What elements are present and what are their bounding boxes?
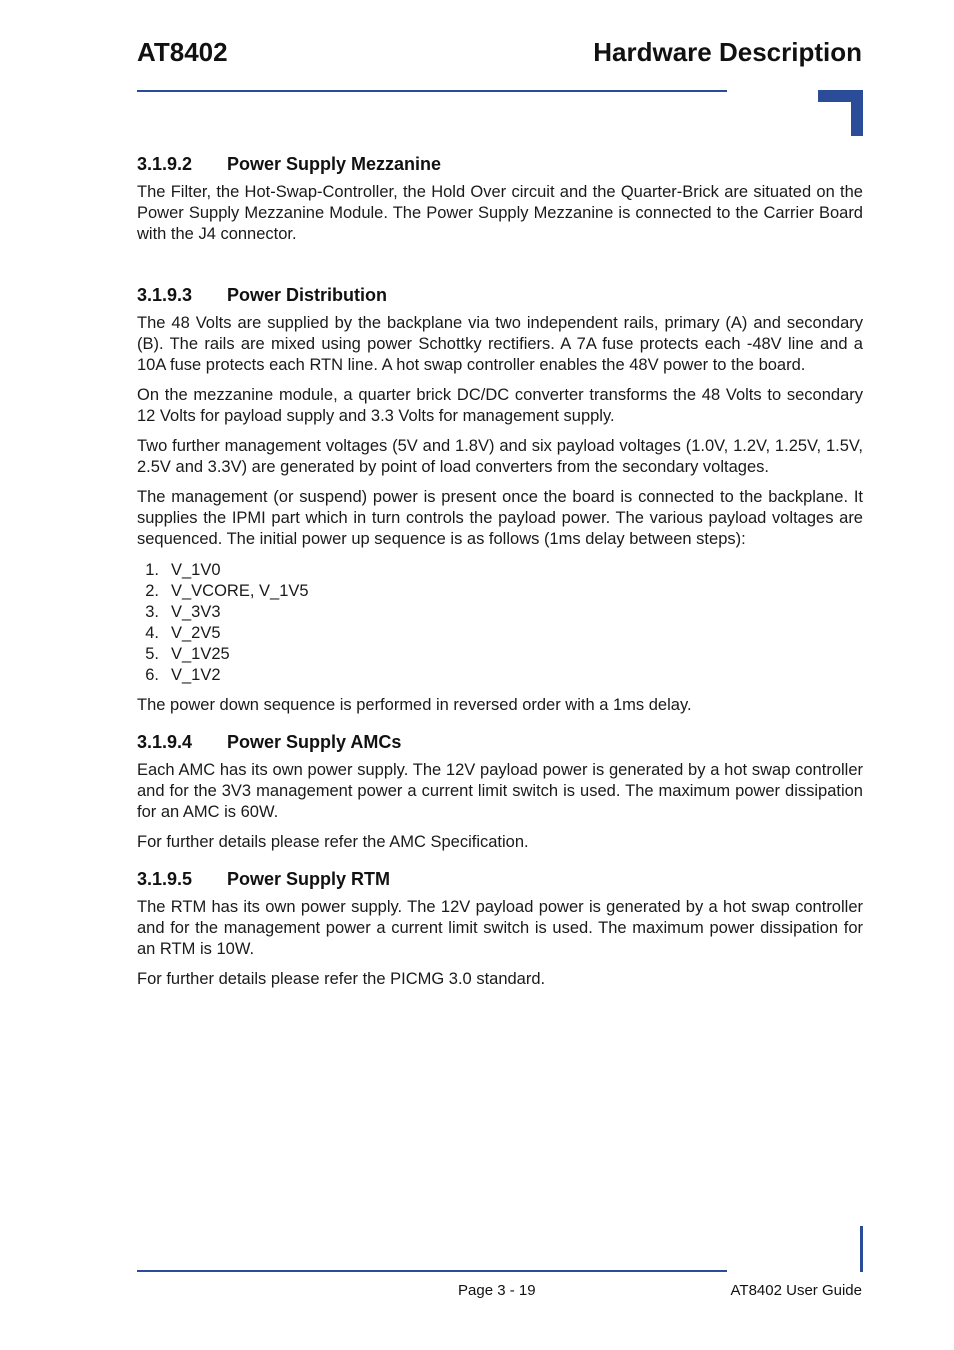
- list-text: V_3V3: [171, 603, 221, 621]
- section-title: Power Supply AMCs: [227, 732, 402, 752]
- list-item: [137, 665, 863, 686]
- list-number: 3.: [145, 603, 159, 621]
- paragraph: The 48 Volts are supplied by the backplane via two independent rails, primary (A) and secondary (B). The rails are mixed using power Schottky rectifiers. A 7A fuse protects each -48V line and a 10A fuse protects each RTN line. A hot swap controller enables the 48V power to the board.: [137, 314, 863, 374]
- paragraph: The management (or suspend) power is present once the board is connected to the backplane. It supplies the IPMI part which in turn controls the payload power. The various payload voltages are sequenced. The initial power up sequence is as follows (1ms delay between steps):: [137, 488, 863, 548]
- header-product-name: AT8402: [137, 37, 228, 67]
- power-up-sequence-list: [137, 560, 863, 686]
- section-title: Power Supply Mezzanine: [227, 154, 442, 174]
- list-text: V_VCORE, V_1V5: [171, 582, 309, 600]
- section-title: Power Distribution: [227, 285, 388, 305]
- paragraph: The power down sequence is performed in reversed order with a 1ms delay.: [137, 696, 692, 714]
- list-item: [137, 623, 863, 644]
- document-title: AT8402 User Guide: [730, 1282, 862, 1299]
- list-text: V_2V5: [171, 624, 221, 642]
- header-rule: [137, 90, 727, 92]
- paragraph: Two further management voltages (5V and 1.8V) and six payload voltages (1.0V, 1.2V, 1.25V, 1.5V, 2.5V and 3.3V) are generated by point of load converters from the secondary voltages.: [137, 437, 863, 476]
- header-chapter-title: Hardware Description: [593, 37, 862, 67]
- paragraph: The Filter, the Hot-Swap-Controller, the Hold Over circuit and the Quarter-Brick are situated on the Power Supply Mezzanine Module. The Power Supply Mezzanine is connected to the Carrier Board with the J4 connector.: [137, 183, 863, 243]
- section-heading-power-supply-amcs: [137, 728, 863, 756]
- list-item: [137, 644, 863, 665]
- section-number: 3.1.9.3: [137, 285, 193, 305]
- section-number: 3.1.9.5: [137, 869, 193, 889]
- list-item: [137, 581, 863, 602]
- footer-rule: [137, 1270, 727, 1272]
- list-text: V_1V0: [171, 561, 221, 579]
- paragraph: On the mezzanine module, a quarter brick DC/DC converter transforms the 48 Volts to secondary 12 Volts for payload supply and 3.3 Volts for management supply.: [137, 386, 863, 425]
- corner-mark-vertical: [851, 90, 863, 136]
- list-number: 6.: [145, 666, 159, 684]
- section-heading-power-supply-mezzanine: [137, 150, 863, 178]
- page-content: [137, 150, 863, 990]
- section-number: 3.1.9.2: [137, 154, 193, 174]
- paragraph: The RTM has its own power supply. The 12V payload power is generated by a hot swap controller and for the management power a current limit switch is used. The maximum power dissipation for an RTM is 10W.: [137, 898, 863, 958]
- list-number: 4.: [145, 624, 159, 642]
- list-item: [137, 560, 863, 581]
- section-number: 3.1.9.4: [137, 732, 193, 752]
- paragraph: For further details please refer the AMC Specification.: [137, 833, 529, 851]
- section-title: Power Supply RTM: [227, 869, 391, 889]
- list-number: 1.: [145, 561, 159, 579]
- section-heading-power-supply-rtm: [137, 865, 863, 893]
- list-number: 2.: [145, 582, 159, 600]
- list-number: 5.: [145, 645, 159, 663]
- list-item: [137, 602, 863, 623]
- paragraph: For further details please refer the PICMG 3.0 standard.: [137, 970, 546, 988]
- list-text: V_1V25: [171, 645, 230, 663]
- list-text: V_1V2: [171, 666, 221, 684]
- paragraph: Each AMC has its own power supply. The 12V payload power is generated by a hot swap controller and for the 3V3 management power a current limit switch is used. The maximum power dissipation for an AMC is 60W.: [137, 761, 863, 821]
- page-number: Page 3 - 19: [458, 1282, 536, 1299]
- section-heading-power-distribution: [137, 281, 863, 309]
- footer-corner-mark: [860, 1226, 863, 1272]
